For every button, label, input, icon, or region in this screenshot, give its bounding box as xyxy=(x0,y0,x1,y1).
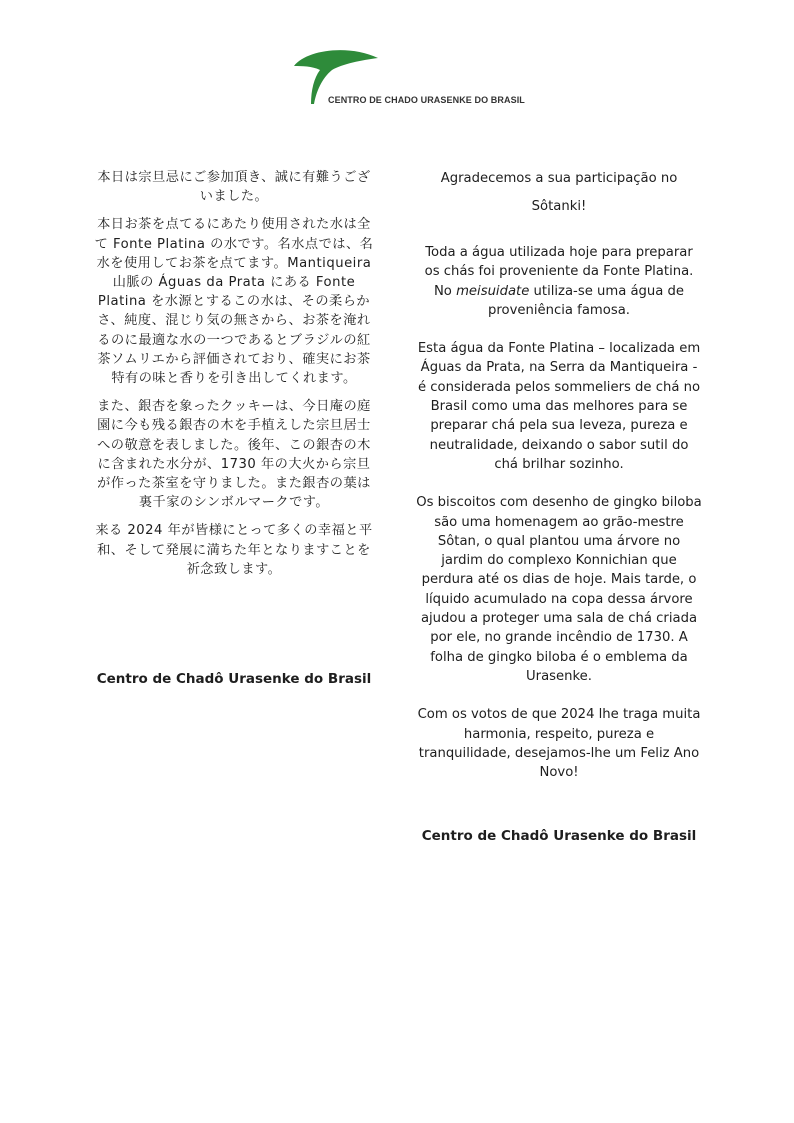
pt-p1-text-b: utiliza-se uma água de proveniência famosa. xyxy=(488,283,685,318)
logo xyxy=(292,46,525,110)
pt-paragraph-3: Os biscoitos com desenho de gingko biloba são uma homenagem ao grão-mestre Sôtan, o qual plantou uma árvore no jardim do complexo Konnichian que perdura até os dias de hoje. Mais tarde, o líquido acumulado na copa dessa árvore ajudou a proteger uma sala de chá criada por ele, no grande incêndio de 1730. A folha de gingko biloba é o emblema da Urasenke. xyxy=(416,495,702,684)
pt-greeting-line-2: Sôtanki! xyxy=(531,199,587,214)
portuguese-column xyxy=(416,168,702,801)
jp-paragraph-3: また、銀杏を象ったクッキーは、今日庵の庭園に今も残る銀杏の木を手植えした宗旦居士への敬意を表しました。後年、この銀杏の木に含まれた水分が、1730 年の大火から宗旦が作った茶室を守りました。また銀杏の葉は裏千家のシンボルマークです。 xyxy=(97,399,371,511)
pt-p1-italic-term: meisuidate xyxy=(456,283,530,299)
japanese-column xyxy=(93,168,375,588)
jp-signature: Centro de Chadô Urasenke do Brasil xyxy=(96,671,372,687)
pt-signature: Centro de Chadô Urasenke do Brasil xyxy=(421,828,697,844)
pt-greeting-line-1: Agradecemos a sua participação no xyxy=(440,171,678,186)
jp-paragraph-1: 本日は宗旦忌にご参加頂き、誠に有難うございました。 xyxy=(97,170,371,205)
jp-paragraph-2: 本日お茶を点てるにあたり使用された水は全て Fonte Platina の水です。名水点では、名水を使用してお茶を点てます。Mantiqueira 山脈の Águas da Prata にある Fonte Platina を水源とするこの水は、その柔らかさ、純度、混じり気の無さから、お茶を淹れるのに最適な水の一つであるとブラジルの紅茶ソムリエから評価されており、確実にお茶特有の味と香りを引き出してくれます。 xyxy=(94,217,374,387)
pt-p1-text-a: Toda a água utilizada hoje para preparar os chás foi proveniente da Fonte Platina. No xyxy=(424,245,694,299)
pt-paragraph-2: Esta água da Fonte Platina – localizada em Águas da Prata, na Serra da Mantiqueira - é considerada pelos sommeliers de chá no Brasil como uma das melhores para se preparar chá pela sua leveza, pureza e neutralidade, deixando o sabor sutil do chá brilhar sozinho. xyxy=(417,341,701,472)
jp-paragraph-4: 来る 2024 年が皆様にとって多くの幸福と平和、そして発展に満ちた年となりますことを祈念致します。 xyxy=(95,523,373,577)
pt-paragraph-4: Com os votos de que 2024 lhe traga muita harmonia, respeito, pureza e tranquilidade, desejamos-lhe um Feliz Ano Novo! xyxy=(417,707,701,781)
logo-text: CENTRO DE CHADO URASENKE DO BRASIL xyxy=(328,95,525,105)
pt-paragraph-1 xyxy=(416,243,702,320)
